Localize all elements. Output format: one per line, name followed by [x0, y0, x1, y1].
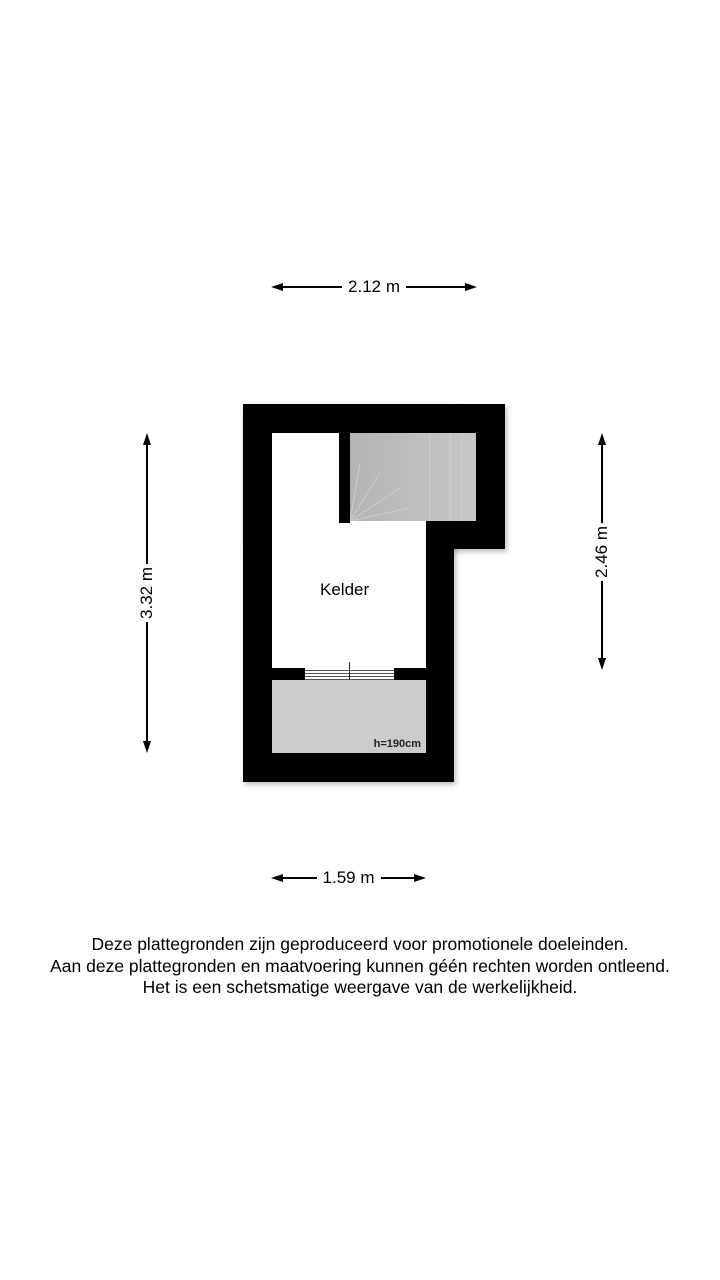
dimension-top-label: 2.12 m	[348, 277, 400, 296]
dimension-right-label: 2.46 m	[592, 525, 611, 578]
disclaimer-line-3: Het is een schetsmatige weergave van de werkelijkheid.	[142, 977, 578, 997]
disclaimer-line-2: Aan deze plattegronden en maatvoering kunnen géén rechten worden ontleend.	[50, 955, 670, 976]
dimension-bottom	[271, 868, 426, 888]
dimension-right	[592, 433, 612, 670]
staircase	[350, 433, 476, 521]
room-storage	[272, 680, 426, 753]
dimension-left	[137, 433, 157, 753]
arrow-up-icon	[598, 433, 606, 445]
arrow-down-icon	[143, 741, 151, 753]
wall-divider-left	[272, 668, 305, 680]
arrow-left-icon	[271, 283, 283, 291]
arrow-left-icon	[271, 874, 283, 882]
disclaimer-line-1: Deze plattegronden zijn geproduceerd voor promotionele doeleinden.	[91, 934, 629, 954]
arrow-right-icon	[414, 874, 426, 882]
dimension-top	[271, 277, 477, 297]
dimension-left-label: 3.32 m	[137, 567, 156, 619]
storage-height-label: h=190cm	[373, 738, 421, 750]
disclaimer	[0, 934, 720, 999]
wall-divider-right	[394, 668, 426, 680]
arrow-up-icon	[143, 433, 151, 445]
wall-partition	[339, 433, 350, 523]
arrow-down-icon	[598, 658, 606, 670]
staircase-icon	[350, 433, 476, 521]
room-label-kelder: Kelder	[320, 580, 370, 599]
dimension-bottom-label: 1.59 m	[322, 868, 375, 887]
arrow-right-icon	[465, 283, 477, 291]
